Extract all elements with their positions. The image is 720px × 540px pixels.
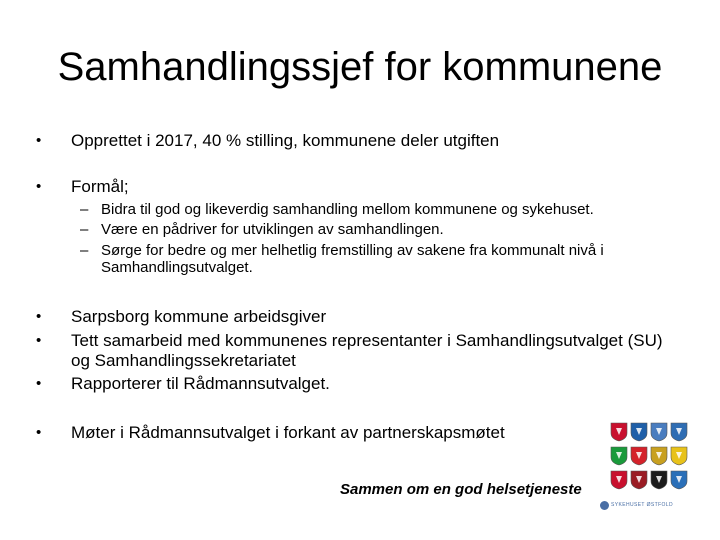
bullet-marker: • xyxy=(36,132,42,149)
municipal-crest-3-icon xyxy=(650,422,668,442)
municipal-crest-12-icon xyxy=(670,470,688,490)
slide-title: Samhandlingssjef for kommunene xyxy=(57,45,663,89)
sub-bullet-text: Sørge for bedre og mer helhetlig fremstilling av sakene fra kommunalt nivå i Samhandlingsutvalget. xyxy=(101,242,604,276)
bullet-marker: • xyxy=(36,375,42,392)
bullet-marker: • xyxy=(36,308,42,325)
municipal-crest-10-icon xyxy=(630,470,648,490)
tagline: Sammen om en god helsetjeneste xyxy=(340,481,582,498)
hospital-mark-icon xyxy=(600,501,609,510)
bullet-text: Sarpsborg kommune arbeidsgiver xyxy=(71,307,327,326)
bullet-text: Rapporterer til Rådmannsutvalget. xyxy=(71,374,330,393)
sub-bullet-text: Være en pådriver for utviklingen av samhandlingen. xyxy=(101,221,444,238)
hospital-logo xyxy=(600,500,690,512)
bullet-marker: • xyxy=(36,178,42,195)
municipal-crest-5-icon xyxy=(610,446,628,466)
sub-bullet-marker: – xyxy=(80,242,89,259)
municipal-crest-8-icon xyxy=(670,446,688,466)
bullet-text: Formål; xyxy=(71,177,129,196)
municipal-crest-4-icon xyxy=(670,422,688,442)
bullet-text: Tett samarbeid med kommunenes representanter i Samhandlingsutvalget (SU) og Samhandlingssekretariatet xyxy=(71,331,663,370)
sub-bullet-text: Bidra til god og likeverdig samhandling mellom kommunene og sykehuset. xyxy=(101,201,594,218)
bullet-marker: • xyxy=(36,332,42,349)
municipal-crest-1-icon xyxy=(610,422,628,442)
bullet-text: Møter i Rådmannsutvalget i forkant av partnerskapsmøtet xyxy=(71,423,505,442)
municipal-crest-7-icon xyxy=(650,446,668,466)
sub-bullet-marker: – xyxy=(80,221,89,238)
municipal-crest-2-icon xyxy=(630,422,648,442)
sub-bullet-marker: – xyxy=(80,201,89,218)
municipal-crest-9-icon xyxy=(610,470,628,490)
bullet-text: Opprettet i 2017, 40 % stilling, kommunene deler utgiften xyxy=(71,131,500,150)
hospital-logo-name: SYKEHUSET ØSTFOLD xyxy=(611,502,673,508)
bullet-marker: • xyxy=(36,424,42,441)
municipal-crests-logo-group xyxy=(610,420,690,500)
municipal-crest-11-icon xyxy=(650,470,668,490)
municipal-crest-6-icon xyxy=(630,446,648,466)
